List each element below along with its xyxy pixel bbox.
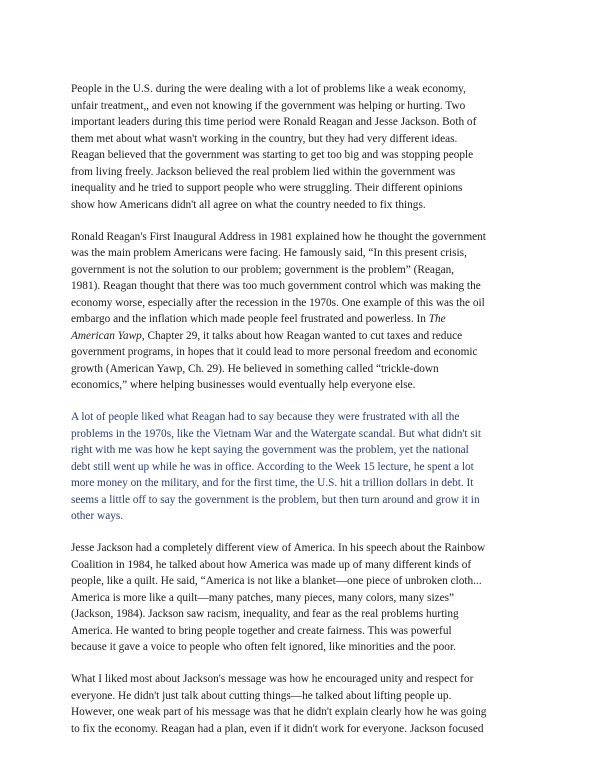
- text-line: more money on the military, and for the first time, the U.S. hit a trillion dollars in debt. It: [71, 477, 474, 489]
- text-line: Reagan believed that the government was starting to get too big and was stopping people: [71, 149, 474, 161]
- text-line: because it gave a voice to people who often felt ignored, like minorities and the poor.: [71, 641, 456, 653]
- text-line: (Jackson, 1984). Jackson saw racism, inequality, and fear as the real problems hurting: [71, 608, 459, 620]
- text-line: other ways.: [71, 510, 124, 522]
- paragraph-intro: [71, 81, 533, 213]
- text-line: Jesse Jackson had a completely different view of America. In his speech about the Rainbow: [71, 542, 486, 554]
- text-line: Ronald Reagan's First Inaugural Address in 1981 explained how he thought the government: [71, 230, 486, 243]
- text-line: government is not the solution to our problem; government is the problem” (Reagan,: [71, 263, 455, 276]
- text-line: to fix the economy. Reagan had a plan, even if it didn't work for everyone. Jackson focused: [71, 722, 484, 735]
- text-line: debt still went up while he was in office. According to the Week 15 lecture, he spent a lot: [71, 460, 474, 473]
- text-line: them met about what wasn't working in the country, but they had very different ideas.: [71, 132, 458, 145]
- text-line: economy worse, especially after the recession in the 1970s. One example of this was the oil: [71, 296, 485, 309]
- text-line: important leaders during this time period were Ronald Reagan and Jesse Jackson. Both of: [71, 116, 477, 128]
- text-segment: embargo and the inflation which made people feel frustrated and powerless. In: [71, 313, 426, 325]
- paragraph-reagan-address: [71, 229, 533, 394]
- italic-title: American Yawp: [71, 329, 142, 342]
- text-line: America is more like a quilt—many patches, many pieces, many colors, many sizes”: [71, 591, 455, 604]
- text-line: [71, 311, 533, 328]
- text-line: Coalition in 1984, he talked about how America was made up of many different kinds of: [71, 558, 472, 571]
- paragraph-jackson-view: [71, 540, 533, 656]
- text-line: right with me was how he kept saying the government was the problem, yet the national: [71, 444, 469, 456]
- italic-title: The: [428, 313, 446, 325]
- text-line: [71, 328, 533, 345]
- text-line: people, like a quilt. He said, “America is not like a blanket—one piece of unbroken cloth...: [71, 575, 482, 587]
- text-line: 1981). Reagan thought that there was too much government control which was making the: [71, 280, 481, 292]
- text-line: People in the U.S. during the were dealing with a lot of problems like a weak economy,: [71, 83, 466, 95]
- paragraph-reagan-critique: [71, 409, 533, 525]
- text-segment: , Chapter 29, it talks about how Reagan wanted to cut taxes and reduce: [141, 329, 463, 342]
- text-line: A lot of people liked what Reagan had to say because they were frustrated with all the: [71, 411, 460, 423]
- document-body: [71, 81, 533, 753]
- text-line: show how Americans didn't all agree on what the country needed to fix things.: [71, 198, 426, 211]
- text-line: everyone. He didn't just talk about cutting things—he talked about lifting people up.: [71, 689, 452, 702]
- text-line: America. He wanted to bring people together and create fairness. This was powerful: [71, 624, 452, 637]
- text-line: inequality and he tried to support people who were struggling. Their different opinions: [71, 182, 463, 194]
- text-line: However, one weak part of his message was that he didn't explain clearly how he was going: [71, 706, 487, 718]
- text-line: unfair treatment,, and even not knowing if the government was helping or hurting. Two: [71, 99, 466, 112]
- text-line: What I liked most about Jackson's message was how he encouraged unity and respect for: [71, 673, 474, 685]
- text-line: from living freely. Jackson believed the real problem lied within the government was: [71, 165, 456, 178]
- text-line: problems in the 1970s, like the Vietnam War and the Watergate scandal. But what didn't sit: [71, 427, 482, 440]
- text-line: seems a little off to say the government is the problem, but then turn around and grow it in: [71, 493, 480, 506]
- paragraph-jackson-critique: [71, 671, 533, 737]
- text-line: was the main problem Americans were facing. He famously said, “In this present crisis,: [71, 247, 467, 259]
- text-line: growth (American Yawp, Ch. 29). He believed in something called “trickle-down: [71, 362, 439, 375]
- text-line: government programs, in hopes that it could lead to more personal freedom and economic: [71, 346, 478, 358]
- text-line: economics,” where helping businesses would eventually help everyone else.: [71, 379, 416, 391]
